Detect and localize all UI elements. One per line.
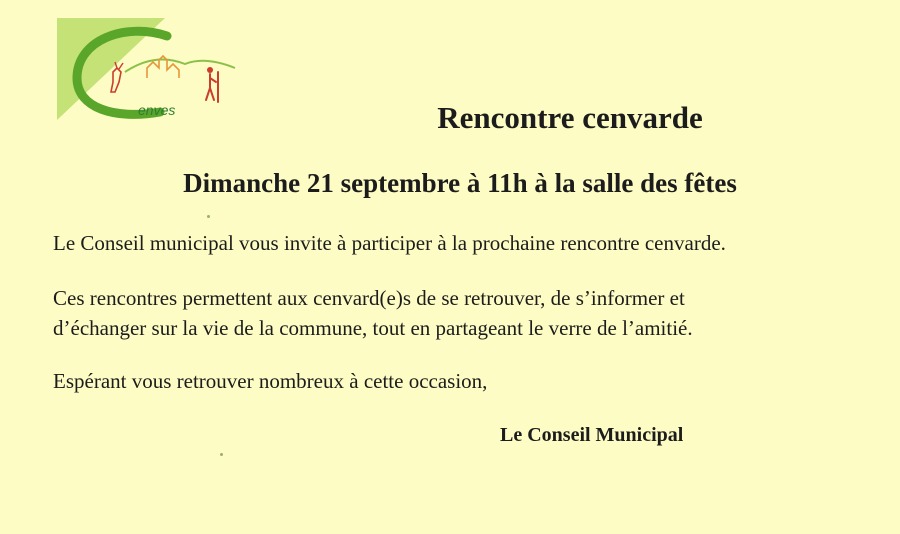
description-paragraph — [53, 283, 873, 343]
description-line-1: Ces rencontres permettent aux cenvard(e)s de se retrouver, de s’informer et — [53, 286, 685, 310]
closing-paragraph: Espérant vous retrouver nombreux à cette occasion, — [53, 369, 488, 393]
hiker-icon — [206, 72, 218, 102]
goat-icon — [111, 68, 121, 92]
cenves-logo — [55, 12, 255, 132]
hiker-head-icon — [207, 67, 213, 73]
event-date-heading: Dimanche 21 septembre à 11h à la salle des fêtes — [183, 168, 737, 198]
logo-text: enves — [138, 102, 176, 118]
signature: Le Conseil Municipal — [500, 424, 684, 446]
hills-icon — [125, 60, 235, 73]
cenves-logo-graphic — [55, 12, 255, 132]
paper-speck — [207, 215, 210, 218]
description-line-2: d’échanger sur la vie de la commune, tout en partageant le verre de l’amitié. — [53, 316, 693, 340]
page-title: Rencontre cenvarde — [437, 100, 703, 135]
paper-speck — [220, 453, 223, 456]
invitation-paragraph: Le Conseil municipal vous invite à participer à la prochaine rencontre cenvarde. — [53, 231, 726, 255]
